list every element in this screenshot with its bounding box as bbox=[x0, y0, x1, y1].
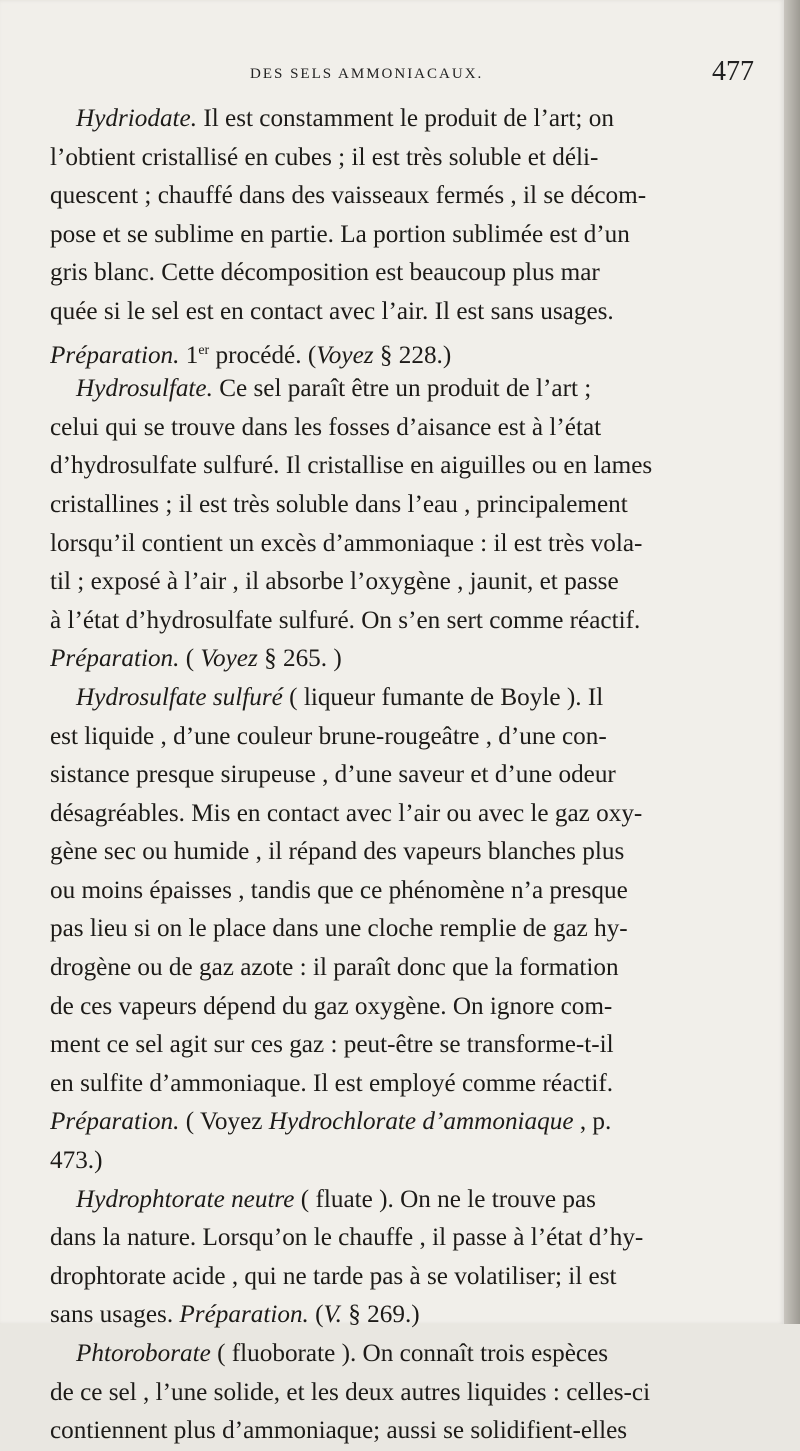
italic-text: Préparation. bbox=[50, 341, 180, 369]
line-text: sans usages. bbox=[50, 1301, 174, 1329]
line-text: quée si le sel est en contact avec l’air. Il est sans usages. bbox=[50, 297, 614, 325]
line-text: dans la nature. Lorsqu’on le chauffe , il passe à l’état d’hy- bbox=[50, 1224, 644, 1252]
line-text: cristallines ; il est très soluble dans l’eau , principalement bbox=[50, 490, 628, 518]
line-text: Ce sel paraît être un produit de l’art ; bbox=[212, 375, 592, 403]
italic-text: Hydrophtorate neutre bbox=[76, 1185, 295, 1213]
text-line bbox=[50, 139, 754, 178]
text-line bbox=[50, 409, 754, 448]
italic-text: Hydriodate. bbox=[76, 105, 198, 132]
text-line bbox=[50, 525, 754, 564]
text-line bbox=[50, 833, 754, 872]
running-title: DES SELS AMMONIACAUX. bbox=[250, 66, 484, 82]
line-text: pose et se sublime en partie. La portion sublimée est d’un bbox=[50, 220, 630, 248]
italic-text: Phtoroborate bbox=[76, 1340, 211, 1367]
line-text: d’hydrosulfate sulfuré. Il cristallise en aiguilles ou en lames bbox=[50, 452, 653, 480]
line-text: ( bbox=[179, 645, 201, 673]
line-text: ment ce sel agit sur ces gaz : peut-être se transforme-t-il bbox=[50, 1031, 614, 1059]
line-text: Il est constamment le produit de l’art; on bbox=[197, 105, 614, 132]
line-text: ou moins épaisses , tandis que ce phénomène n’a presque bbox=[50, 876, 628, 904]
superscript-text: er bbox=[198, 342, 210, 358]
line-text: gris blanc. Cette décomposition est beaucoup plus mar bbox=[50, 259, 600, 287]
page-number: 477 bbox=[712, 56, 754, 87]
text-line bbox=[50, 602, 754, 641]
text-line bbox=[50, 332, 754, 371]
text-line bbox=[50, 254, 754, 293]
line-text: ( Voyez bbox=[179, 1108, 269, 1136]
body-text bbox=[50, 100, 754, 1451]
text-line bbox=[50, 293, 754, 332]
line-text: gène sec ou humide , il répand des vapeurs blanches plus bbox=[50, 838, 625, 866]
page-edge bbox=[784, 0, 800, 1324]
text-line bbox=[50, 872, 754, 911]
line-text: 1 bbox=[179, 341, 199, 369]
text-line bbox=[50, 447, 754, 486]
text-line bbox=[50, 177, 754, 216]
line-text: sistance presque sirupeuse , d’une saveur et d’une odeur bbox=[50, 761, 616, 789]
line-text: til ; exposé à l’air , il absorbe l’oxygène , jaunit, et passe bbox=[50, 568, 619, 596]
text-line bbox=[50, 756, 754, 795]
italic-text: Hydrosulfate. bbox=[76, 375, 213, 403]
line-text: de ce sel , l’une solide, et les deux autres liquides : celles-ci bbox=[50, 1378, 651, 1406]
line-text: § 228.) bbox=[373, 341, 452, 369]
line-text: , p. bbox=[573, 1108, 612, 1136]
line-text: 473.) bbox=[50, 1147, 103, 1175]
text-line bbox=[50, 988, 754, 1027]
text-line bbox=[50, 949, 754, 988]
italic-text: Voyez bbox=[316, 341, 374, 369]
line-text: celui qui se trouve dans les fosses d’aisance est à l’état bbox=[50, 413, 602, 441]
line-text: à l’état d’hydrosulfate sulfuré. On s’en sert comme réactif. bbox=[50, 606, 641, 634]
line-text: drogène ou de gaz azote : il paraît donc que la formation bbox=[50, 954, 619, 982]
italic-text: Préparation. bbox=[173, 1301, 309, 1329]
text-line bbox=[50, 679, 754, 718]
line-text: quescent ; chauffé dans des vaisseaux fermés , il se décom- bbox=[50, 182, 647, 210]
text-line bbox=[50, 486, 754, 525]
line-text: ( bbox=[308, 1301, 324, 1329]
text-line bbox=[50, 1335, 754, 1374]
italic-text: Hydrochlorate d’ammoniaque bbox=[268, 1108, 574, 1136]
line-text: drophtorate acide , qui ne tarde pas à se volatiliser; il est bbox=[50, 1262, 617, 1290]
text-line bbox=[50, 1103, 754, 1142]
line-text: procédé. ( bbox=[209, 341, 317, 369]
text-line bbox=[50, 910, 754, 949]
line-text: ( fluate ). On ne le trouve pas bbox=[294, 1185, 596, 1213]
text-line bbox=[50, 1026, 754, 1065]
line-text: ( liqueur fumante de Boyle ). Il bbox=[282, 683, 604, 711]
text-line bbox=[50, 1258, 754, 1297]
text-line bbox=[50, 100, 754, 139]
text-line bbox=[50, 1219, 754, 1258]
line-text: en sulfite d’ammoniaque. Il est employé comme réactif. bbox=[50, 1069, 614, 1097]
text-line bbox=[50, 718, 754, 757]
text-line bbox=[50, 1065, 754, 1104]
italic-text: Préparation. bbox=[50, 645, 180, 673]
text-line bbox=[50, 1374, 754, 1413]
text-line bbox=[50, 1181, 754, 1220]
line-text: ( fluoborate ). On connaît trois espèces bbox=[210, 1340, 609, 1367]
italic-text: V. bbox=[323, 1301, 342, 1329]
text-line bbox=[50, 1412, 754, 1451]
line-text: lorsqu’il contient un excès d’ammoniaque : il est très vola- bbox=[50, 529, 643, 557]
page-header bbox=[50, 58, 754, 98]
line-text: § 269.) bbox=[341, 1301, 420, 1329]
line-text: est liquide , d’une couleur brune-rougeâtre , d’une con- bbox=[50, 722, 607, 750]
line-text: désagréables. Mis en contact avec l’air ou avec le gaz oxy- bbox=[50, 799, 643, 827]
text-line bbox=[50, 640, 754, 679]
italic-text: Hydrosulfate sulfuré bbox=[76, 683, 283, 711]
text-line bbox=[50, 795, 754, 834]
line-text: l’obtient cristallisé en cubes ; il est très soluble et déli- bbox=[50, 143, 599, 171]
line-text: contiennent plus d’ammoniaque; aussi se solidifient-elles bbox=[50, 1417, 628, 1445]
text-line bbox=[50, 563, 754, 602]
line-text: de ces vapeurs dépend du gaz oxygène. On ignore com- bbox=[50, 992, 613, 1020]
text-line bbox=[50, 1142, 754, 1181]
italic-text: Voyez bbox=[200, 645, 258, 673]
line-text: pas lieu si on le place dans une cloche remplie de gaz hy- bbox=[50, 915, 628, 943]
line-text: § 265. ) bbox=[257, 645, 342, 673]
text-line bbox=[50, 1296, 754, 1335]
text-line bbox=[50, 216, 754, 255]
text-line bbox=[50, 370, 754, 409]
italic-text: Préparation. bbox=[50, 1108, 180, 1136]
